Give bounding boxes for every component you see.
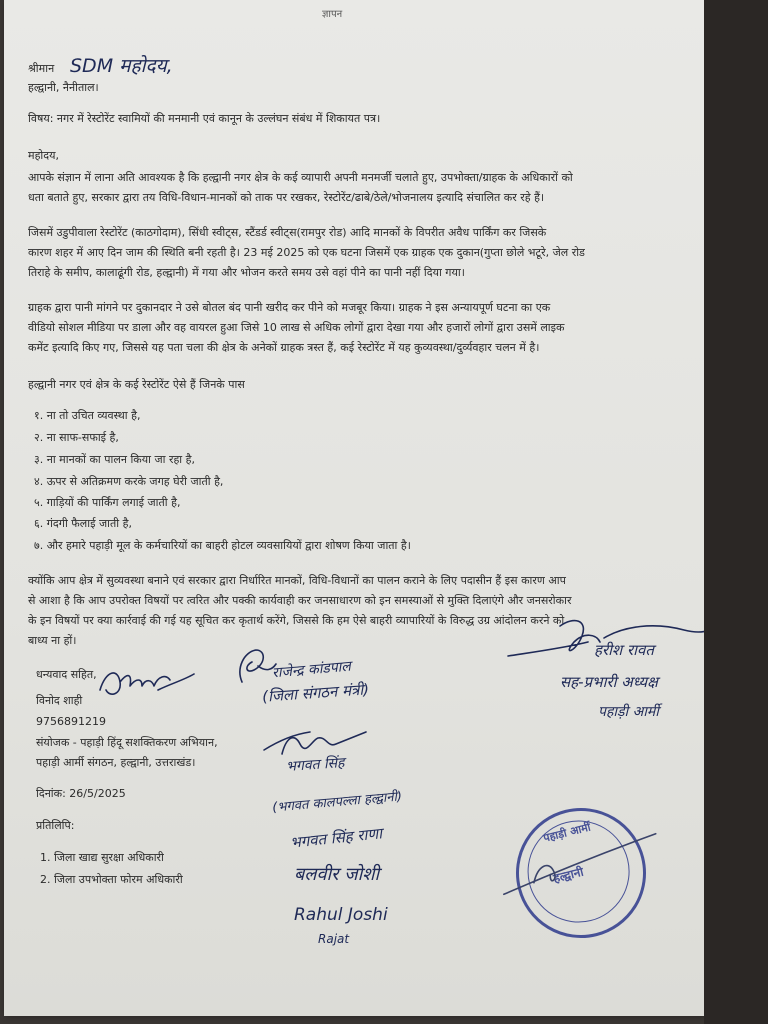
signature-2-role-2: पहाड़ी आर्मी [598, 704, 659, 720]
paragraph-3-line-1: ग्राहक द्वारा पानी मांगने पर दुकानदार ने उसे बोतल बंद पानी खरीद कर पीने को मजबूर किया। ग्राहक ने इस अन्यायपूर्ण घटना का एक [28, 301, 551, 314]
stamp-ring-text: पहाड़ी आर्मी [541, 820, 592, 845]
list-item: ५. गाड़ियों की पार्किंग लगाई जाती है, [34, 496, 181, 509]
signature-6-name: Rahul Joshi [294, 905, 388, 925]
addressee-location: हल्द्वानी, नैनीताल। [28, 81, 99, 94]
signature-3-role: (भगवत कालपल्ला हल्द्वानी) [271, 789, 403, 816]
paragraph-2-line-3: तिराहे के समीप, कालाढूंगी रोड, हल्द्वानी) में गया और भोजन करते समय उसे वहां पीने का पानी नहीं दिया गया। [28, 266, 465, 279]
paragraph-3-line-2: वीडियो सोशल मीडिया पर डाला और वह वायरल हुआ जिसे 10 लाख से अधिक लोगों द्वारा देखा गया और हजारों लोगों द्वारा उसमें लाइक [28, 321, 565, 334]
list-item: ३. ना मानकों का पालन किया जा रहा है, [34, 453, 195, 466]
organisation-stamp [502, 794, 660, 952]
paragraph-3-line-3: कमेंट इत्यादि किए गए, जिससे यह पता चला की क्षेत्र के अनेकों ग्राहक त्रस्त हैं, कई रेस्टोरेंट में यह कुव्यवस्था/दुर्व्यवहार चलन में है। [28, 341, 540, 354]
signature-6-extra: Rajat [318, 932, 350, 946]
signature-4-name: भगवत सिंह राणा [289, 824, 383, 852]
closing-line-1: क्योंकि आप क्षेत्र में सुव्यवस्था बनाने एवं सरकार द्वारा निर्धारित मानकों, विधि-विधानों का पालन कराने के लिए पदासीन हैं इस कारण आप [28, 574, 566, 587]
signature-2-name: हरीश रावत [594, 641, 654, 659]
closing-line-2: से आशा है कि आप उपरोक्त विषयों पर त्वरित और पक्की कार्यवाही कर जनसाधारण को इन समस्याओं से मुक्ति दिलाएंगे और जनसरोकार [28, 594, 572, 607]
copy-item: 2. जिला उपभोक्ता फोरम अधिकारी [40, 873, 183, 886]
document-header: ज्ञापन [322, 9, 343, 20]
greeting: महोदय, [28, 149, 59, 162]
paragraph-1-line-2: धता बताते हुए, सरकार द्वारा तय विधि-विधान-मानकों को ताक पर रखकर, रेस्टोरेंट/ढाबे/ठेले/भोजनालय इत्यादि संचालित कर रहे हैं। [28, 191, 545, 204]
thanks-line: धन्यवाद सहित, [36, 668, 97, 681]
addressee-handwritten: SDM महोदय, [70, 55, 173, 77]
signature-2-role-1: सह-प्रभारी अध्यक्ष [560, 673, 658, 691]
paragraph-2-line-1: जिसमें उडुपीवाला रेस्टोरेंट (काठगोदाम), सिंधी स्वीट्स, स्टैंडर्ड स्वीट्स(रामपुर रोड) आदि मानकों के विपरीत अवैध पार्किंग कर जिसके [28, 226, 547, 239]
salutation-prefix: श्रीमान [28, 62, 55, 75]
sender-name: विनोद शाही [36, 694, 83, 707]
copy-item: 1. जिला खाद्य सुरक्षा अधिकारी [40, 851, 164, 864]
list-item: २. ना साफ-सफाई है, [34, 431, 119, 444]
sender-phone: 9756891219 [36, 715, 106, 728]
closing-line-4: बाध्य ना हों। [28, 634, 77, 647]
list-item: १. ना तो उचित व्यवस्था है, [34, 409, 141, 422]
sender-org: पहाड़ी आर्मी संगठन, हल्द्वानी, उत्तराखंड। [36, 756, 196, 769]
document-page [4, 0, 704, 1016]
paragraph-1-line-1: आपके संज्ञान में लाना अति आवश्यक है कि हल्द्वानी नगर क्षेत्र के कई व्यापारी अपनी मनमर्जी चलाते हुए, उपभोक्ता/ग्राहक के अधिकारों को [28, 171, 573, 184]
list-item: ६. गंदगी फैलाई जाती है, [34, 517, 132, 530]
background-edge [704, 0, 768, 1024]
list-item: ७. और हमारे पहाड़ी मूल के कर्मचारियों का बाहरी होटल व्यवसायियों द्वारा शोषण किया जाता है। [34, 539, 411, 552]
subject-line: विषय: नगर में रेस्टोरेंट स्वामियों की मनमानी एवं कानून के उल्लंघन संबंध में शिकायत पत्र। [28, 112, 381, 125]
stamp-center-text: हल्द्वानी [551, 864, 585, 886]
list-intro: हल्द्वानी नगर एवं क्षेत्र के कई रेस्टोरेंट ऐसे हैं जिनके पास [28, 378, 245, 391]
copy-heading: प्रतिलिपि: [36, 819, 75, 832]
sender-role: संयोजक - पहाड़ी हिंदू सशक्तिकरण अभियान, [36, 736, 218, 749]
signature-1-name: राजेन्द्र कांडपाल [271, 658, 352, 682]
list-item: ४. ऊपर से अतिक्रमण करके जगह घेरी जाती है, [34, 475, 224, 488]
signature-1-role: (जिला संगठन मंत्री) [261, 680, 370, 706]
paragraph-2-line-2: कारण शहर में आए दिन जाम की स्थिति बनी रहती है। 23 मई 2025 को एक घटना जिसमें एक ग्राहक एक दुकान(गुप्ता छोले भटूरे, जेल रोड [28, 246, 585, 259]
signature-vinod-shahi [96, 660, 196, 710]
signature-5-name: बलवीर जोशी [294, 864, 380, 885]
letter-date: दिनांक: 26/5/2025 [36, 787, 126, 800]
closing-line-3: के इन विषयों पर क्या कार्रवाई की गई यह सूचित कर कृतार्थ करेंगे, जिससे कि हम ऐसे बाहरी व्यापारियों के विरुद्ध उग्र आंदोलन करने को [28, 614, 565, 627]
signature-3-name: भगवत सिंह [285, 754, 345, 776]
